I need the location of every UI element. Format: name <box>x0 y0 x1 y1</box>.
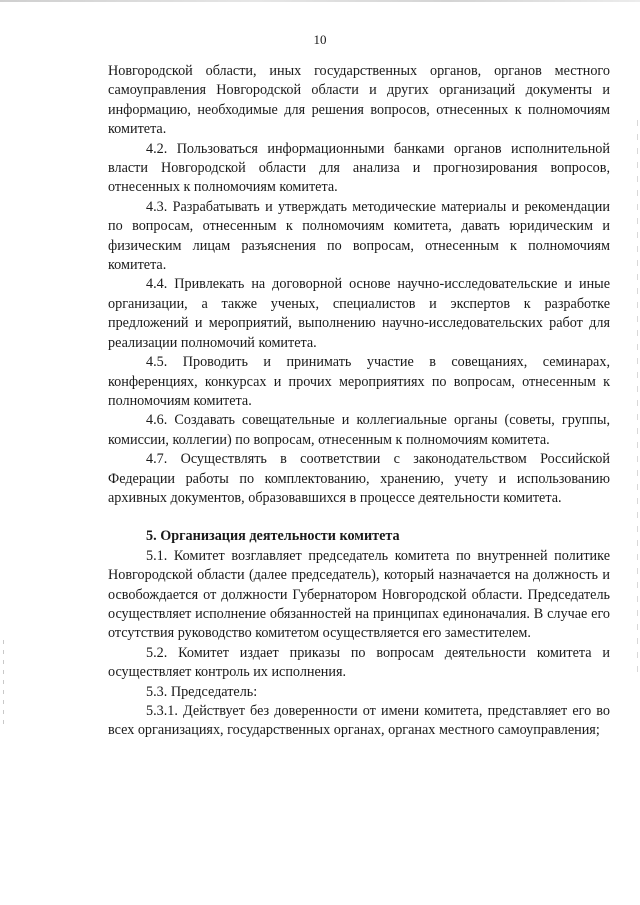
paragraph-5-3: 5.3. Председатель: <box>146 683 258 700</box>
paragraph-continuation: Новгородской области, иных государственных органов, органов местного самоуправления Новгородской области и других организаций документы и информацию, необходимые для решения вопросов, отнесенных к полномочиям комитета. <box>108 63 610 138</box>
page-number: 10 <box>313 32 327 47</box>
paragraph-5-3-1: 5.3.1. Действует без доверенности от имени комитета, представляет его во всех организациях, государственных органах, органах местного самоуправления; <box>108 703 610 739</box>
paragraph-4-4: 4.4. Привлекать на договорной основе научно-исследовательские и иные организации, а также ученых, специалистов и экспертов к разработке предложений и мероприятий, выполнению научно-исследовательских работ для реализации полномочий комитета. <box>108 276 610 351</box>
paragraph-5-2: 5.2. Комитет издает приказы по вопросам деятельности комитета и осуществляет контроль их исполнения. <box>108 644 610 681</box>
paragraph-5-1: 5.1. Комитет возглавляет председатель комитета по внутренней политике Новгородской области (далее председатель), который назначается на должность и освобождается от должности Губернатором Новгородской области. Председатель осуществляет исполнение обязанностей на принципах единоначалия. В случае его отсутствия руководство комитетом осуществляется его заместителем. <box>108 547 610 642</box>
paragraph-4-2: 4.2. Пользоваться информационными банками органов исполнительной власти Новгородской области для анализа и прогнозирования вопросов, отнесенных к полномочиям комитета. <box>108 140 610 196</box>
paragraph-4-3: 4.3. Разрабатывать и утверждать методические материалы и рекомендации по вопросам, отнесенным к полномочиям комитета, давать юридическим и физическим лицам разъяснения по вопросам, отнесенным к полномочиям комитета. <box>108 198 610 274</box>
document-body <box>108 62 610 741</box>
scan-right-edge <box>637 120 638 680</box>
paragraph-4-5: 4.5. Проводить и принимать участие в совещаниях, семинарах, конференциях, конкурсах и прочих мероприятиях по вопросам, отнесенным к полномочиям комитета. <box>108 354 610 409</box>
paragraph-4-7: 4.7. Осуществлять в соответствии с законодательством Российской Федерации работы по комплектованию, хранению, учету и использованию архивных документов, образовавшихся в процессе деятельности комитета. <box>108 451 610 506</box>
scan-top-edge <box>0 0 640 2</box>
paragraph-4-6: 4.6. Создавать совещательные и коллегиальные органы (советы, группы, комиссии, коллегии) по вопросам, отнесенным к полномочиям комитета. <box>108 412 610 448</box>
scan-left-edge <box>3 640 4 730</box>
section-heading-5: 5. Организация деятельности комитета <box>146 528 400 545</box>
